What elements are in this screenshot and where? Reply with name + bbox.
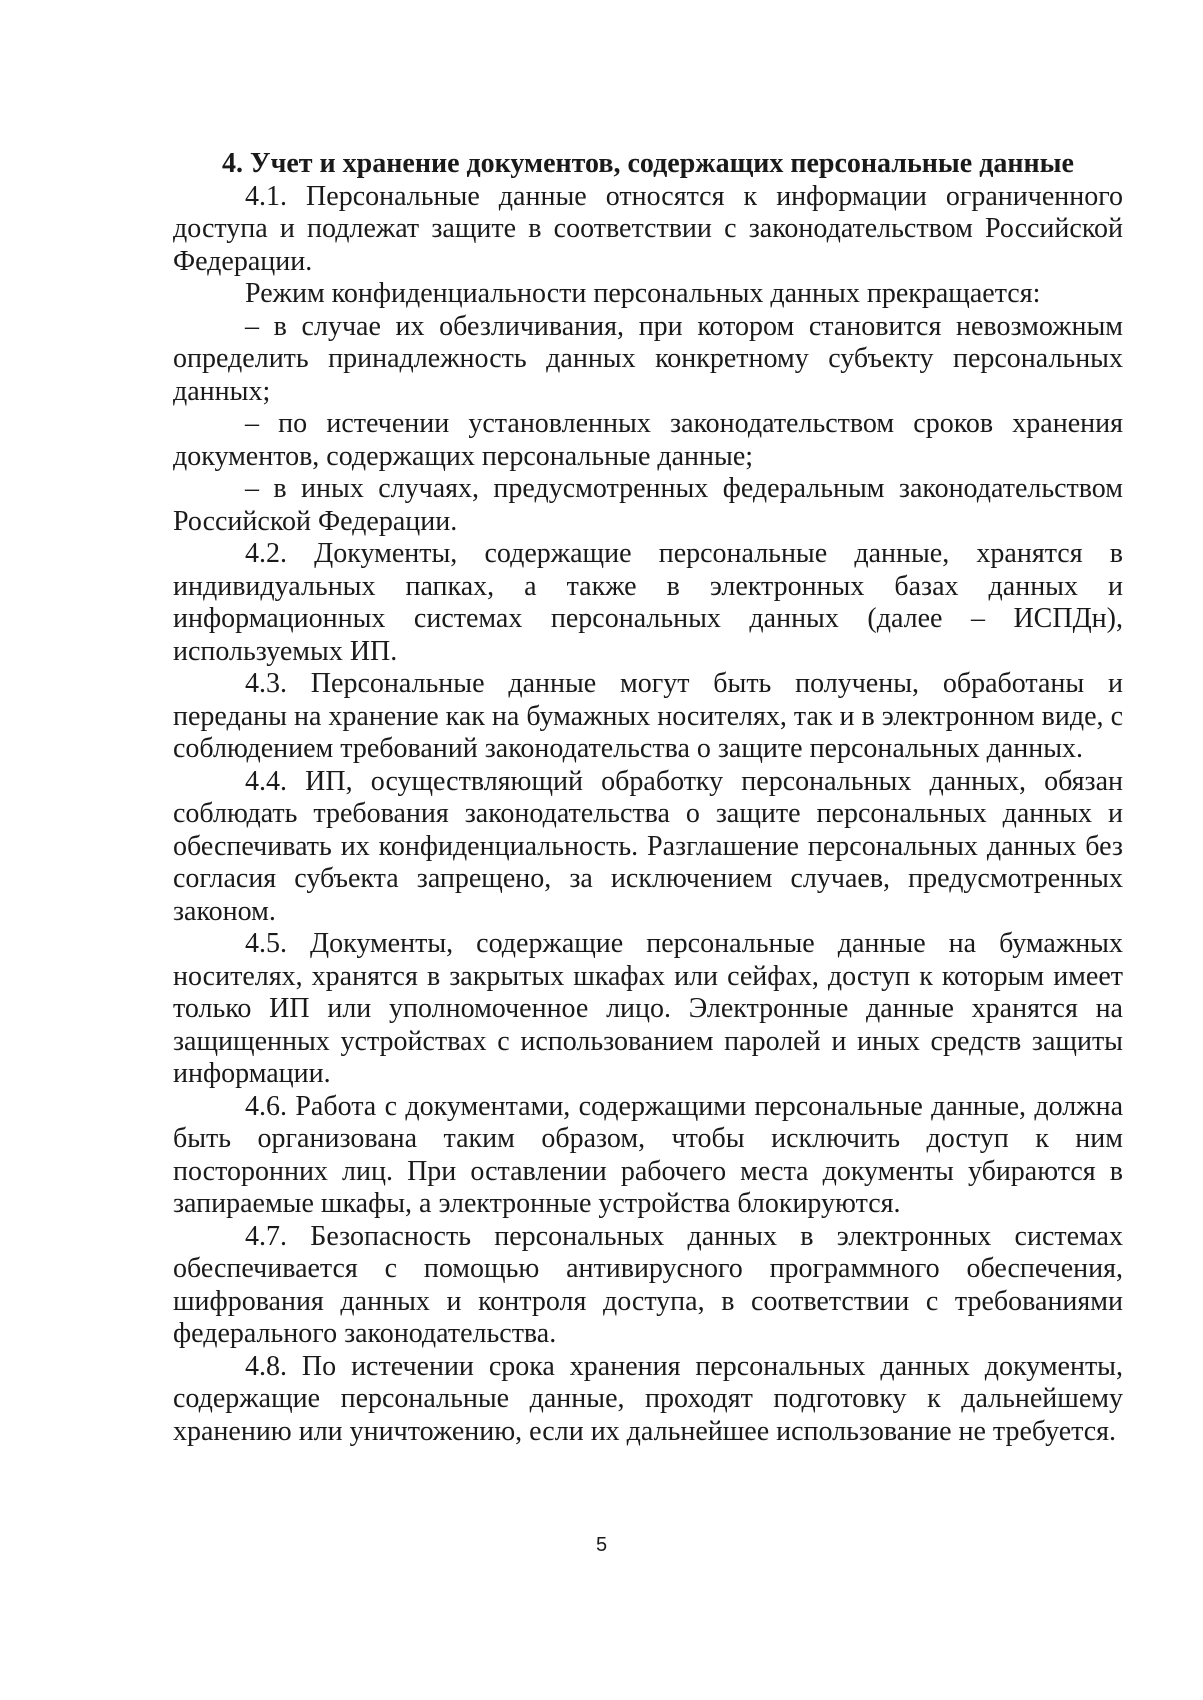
paragraph-4-5: 4.5. Документы, содержащие персональные данные на бумажных носителях, хранятся в закрытых шкафах или сейфах, доступ к которым имеет только ИП или уполномоченное лицо. Электронные данные хранятся на защищенных устройствах с использованием паролей и иных средств защиты информации.	[173, 928, 1123, 1089]
page-number: 5	[595, 1534, 608, 1556]
paragraph-4-7: 4.7. Безопасность персональных данных в электронных системах обеспечивается с помощью антивирусного программного обеспечения, шифрования данных и контроля доступа, в соответствии с требованиями федерального законодательства.	[173, 1220, 1123, 1349]
paragraph-4-3: 4.3. Персональные данные могут быть получены, обработаны и переданы на хранение как на бумажных носителях, так и в электронном виде, с соблюдением требований законодательства о защите персональных данных.	[173, 668, 1123, 764]
list-item-anonymization: – в случае их обезличивания, при котором становится невозможным определить принадлежность данных конкретному субъекту персональных данных;	[173, 310, 1123, 407]
list-item-other-cases: – в иных случаях, предусмотренных федеральным законодательством Российской Федерации.	[173, 473, 1123, 537]
page-content	[173, 148, 1123, 1448]
list-item-retention-expiry: – по истечении установленных законодательством сроков хранения документов, содержащих персональные данные;	[173, 408, 1123, 472]
paragraph-4-6: 4.6. Работа с документами, содержащими персональные данные, должна быть организована таким образом, чтобы исключить доступ к ним посторонних лиц. При оставлении рабочего места документы убираются в запираемые шкафы, а электронные устройства блокируются.	[173, 1090, 1123, 1219]
paragraph-4-4: 4.4. ИП, осуществляющий обработку персональных данных, обязан соблюдать требования законодательства о защите персональных данных и обеспечивать их конфиденциальность. Разглашение персональных данных без согласия субъекта запрещено, за исключением случаев, предусмотренных законом.	[173, 765, 1123, 927]
paragraph-4-8: 4.8. По истечении срока хранения персональных данных документы, содержащие персональные данные, проходят подготовку к дальнейшему хранению или уничтожению, если их дальнейшее использование не требуется.	[173, 1350, 1123, 1447]
paragraph-4-1: 4.1. Персональные данные относятся к информации ограниченного доступа и подлежат защите в соответствии с законодательством Российской Федерации.	[173, 180, 1123, 277]
section-heading: 4. Учет и хранение документов, содержащих персональные данные	[222, 148, 1074, 179]
paragraph-4-2: 4.2. Документы, содержащие персональные данные, хранятся в индивидуальных папках, а также в электронных базах данных и информационных системах персональных данных (далее – ИСПДн), используемых ИП.	[173, 538, 1123, 667]
paragraph-confidentiality-regime: Режим конфиденциальности персональных данных прекращается:	[245, 278, 1041, 309]
